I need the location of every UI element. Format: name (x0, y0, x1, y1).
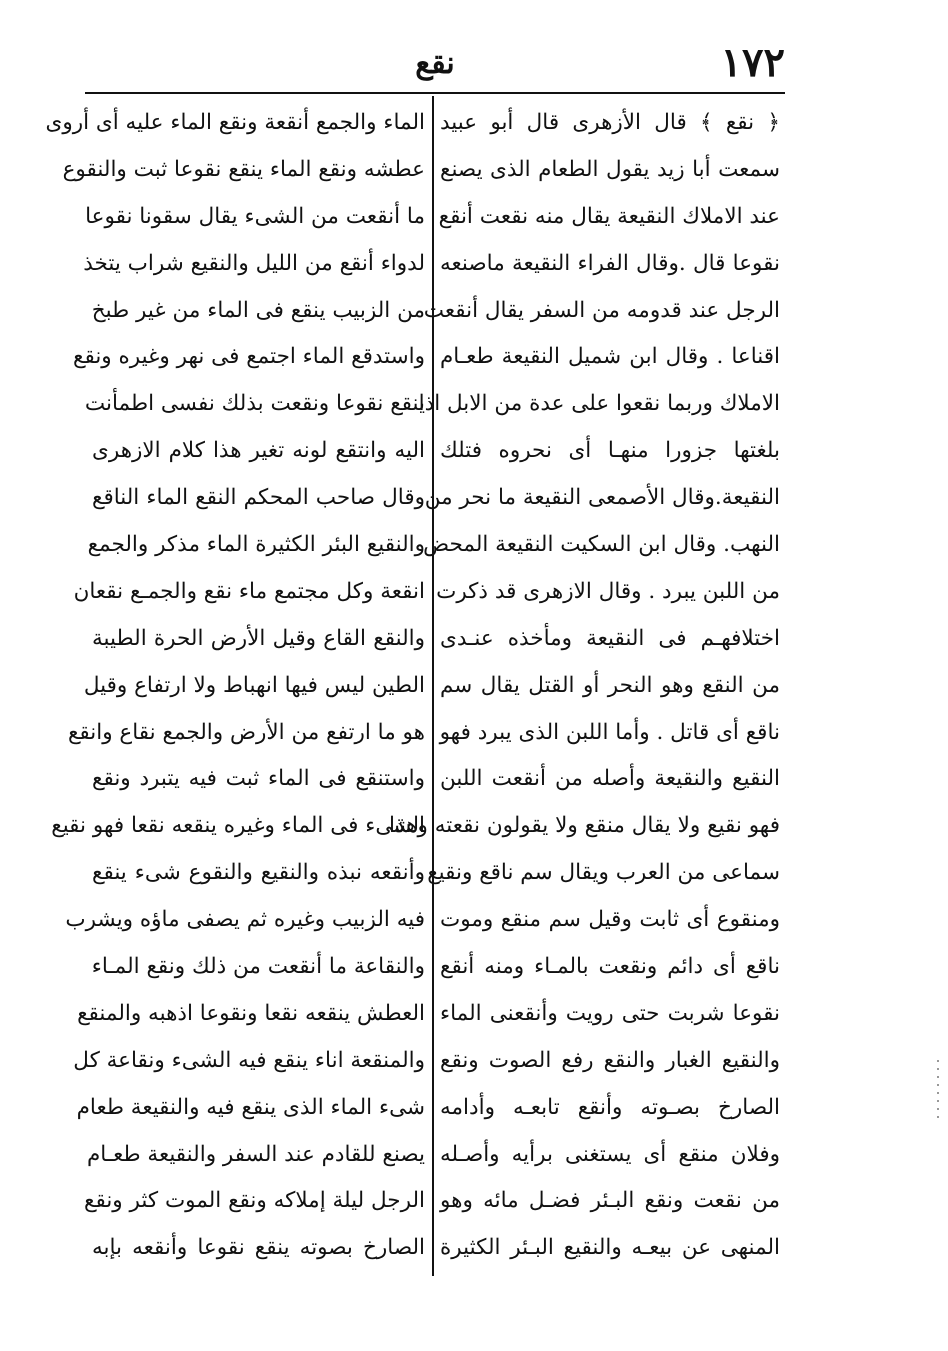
text-line: يصنع للقادم عند السفر والنقيعة طعـام (86, 1141, 425, 1167)
text-line: الرجل عند قدومه من السفر يقال أنقعت (423, 297, 780, 323)
text-line: والنقاعة ما أنقعت من ذلك ونقع المـاء (91, 954, 425, 980)
text-line: واستنقع فى الماء ثبت فيه يتبرد ونقع (92, 766, 425, 792)
right-text-column (388, 100, 780, 1280)
text-line: الصارخ بصـوته وأنقع تابعـه وأدامه (440, 1094, 780, 1120)
text-line: عطشه ونقع الماء ينقع نقوعا ثبت والنقوع (62, 156, 425, 182)
text-line: الصارخ بصوته ينقع نقوعا وأنقعه بإبه (92, 1235, 425, 1261)
text-line: ومنقوع أى ثابت وقيل سم منقع وموت (440, 907, 780, 933)
page-header (85, 40, 785, 90)
text-line: الماء والجمع أنقعة ونقع الماء عليه أى أروى (45, 110, 425, 135)
text-line: نقوعا شربت حتى رويت وأنقعنى الماء (440, 1000, 780, 1026)
running-head: نقع (415, 46, 455, 81)
text-line: الطين ليس فيها انهباط ولا ارتفاع وقيل (83, 672, 425, 698)
text-line: والمنقعة اناء ينقع فيه الشىء ونقاعة كل (73, 1047, 425, 1073)
text-line: هو ما ارتفع من الأرض والجمع نقاع وانقع (67, 719, 425, 745)
left-text-column (45, 100, 425, 1280)
text-line: وقال صاحب المحكم النقع الماء الناقع (92, 485, 425, 511)
text-line: الرجل ليلة إملاكه ونقع الموت كثر ونقع (84, 1188, 425, 1214)
text-line: واستدقع الماء اجتمع فى نهر وغيره ونقع (73, 344, 425, 370)
text-line: النهب. وقال ابن السكيت النقيعة المحض (423, 532, 780, 558)
text-line: فهو نقيع ولا يقال منقع ولا يقولون نقعته وهذا (388, 813, 780, 839)
text-line: الشىء فى الماء وغيره ينقعه نقعا فهو نقيع (51, 813, 425, 839)
text-line: فيه الزبيب وغيره ثم يصفى ماؤه ويشرب (65, 907, 425, 933)
text-line: عند الاملاك النقيعة يقال منه نقعت أنقع (438, 203, 780, 229)
page-number: ١٧٢ (720, 39, 785, 86)
text-line: شىء الماء الذى ينقع فيه والنقيعة طعام (76, 1094, 425, 1120)
text-line: بلغتها جزورا منهـا أى نحروه فتلك (440, 438, 780, 464)
text-line: ناقع أى قاتل . وأما اللبن الذى يبرد فهو (439, 719, 780, 745)
text-line: انقعة وكل مجتمع ماء نقع والجمـع نقعان (73, 578, 425, 604)
text-line: العطش ينقعه نقعا ونقوعا اذهبه والمنقع (77, 1000, 425, 1026)
text-line: وأنقعه نبذه والنقيع والنقوع شىء ينقع (92, 860, 425, 886)
text-line: اليه وانتقع لونه تغير هذا كلام الازهرى (92, 438, 425, 464)
text-line: سمعت أبا زيد يقول الطعام الذى يصنع (440, 156, 780, 182)
scan-margin-marks (937, 1060, 939, 1120)
text-line: والنقع القاع وقيل الأرض الحرة الطيبة (92, 625, 425, 651)
text-line: من اللبن يبرد . وقال الازهرى قد ذكرت (436, 578, 780, 604)
text-line: اختلافهـم فى النقيعة ومأخذه عنـدى (440, 625, 780, 651)
text-line: الاملاك وربما نقعوا على عدة من الابل اذا (418, 391, 780, 417)
text-line: وفلان منقع أى يستغنى برأيه وأصـله (440, 1141, 780, 1167)
text-line: من نقعت ونقع البـئر فضـل مائه وهو (440, 1188, 780, 1214)
header-rule (85, 92, 785, 94)
text-line: ينقع نقوعا ونقعت بذلك نفسى اطمأنت (84, 391, 425, 417)
text-line: المنهى عن بيعـه والنقيع البـئر الكثيرة (440, 1235, 780, 1261)
column-divider (432, 96, 434, 1276)
text-line: نقوعا قال .وقال الفراء النقيعة ماصنعه (440, 250, 780, 276)
text-line: النقيع والنقيعة وأصله من أنقعت اللبن (440, 766, 780, 792)
text-line: والنقيع الغبار والنقع رفع الصوت ونقع (440, 1047, 780, 1073)
text-line: من النقع وهو النحر أو القتل يقال سم (440, 672, 780, 698)
text-line: سماعى من العرب ويقال سم ناقع ونقيع (427, 860, 780, 886)
text-line: من الزبيب ينقع فى الماء من غير طبخ (91, 297, 425, 323)
text-line: لدواء أنقع من الليل والنقيع شراب يتخذ (83, 250, 425, 276)
text-line: ما أنقعت من الشىء يقال سقونا نقوعا (85, 203, 425, 229)
text-line: والنقيع البئر الكثيرة الماء مذكر والجمع (87, 532, 425, 558)
text-line: ناقع أى دائم ونقعت بالمـاء ومنه أنقع (440, 954, 780, 980)
text-line: النقيعة.وقال الأصمعى النقيعة ما نحر من (424, 485, 780, 511)
text-line: ﴿ نقع ﴾ قال الأزهرى قال أبو عبيد (440, 110, 780, 135)
text-line: اقناعا . وقال ابن شميل النقيعة طعـام (440, 344, 780, 370)
